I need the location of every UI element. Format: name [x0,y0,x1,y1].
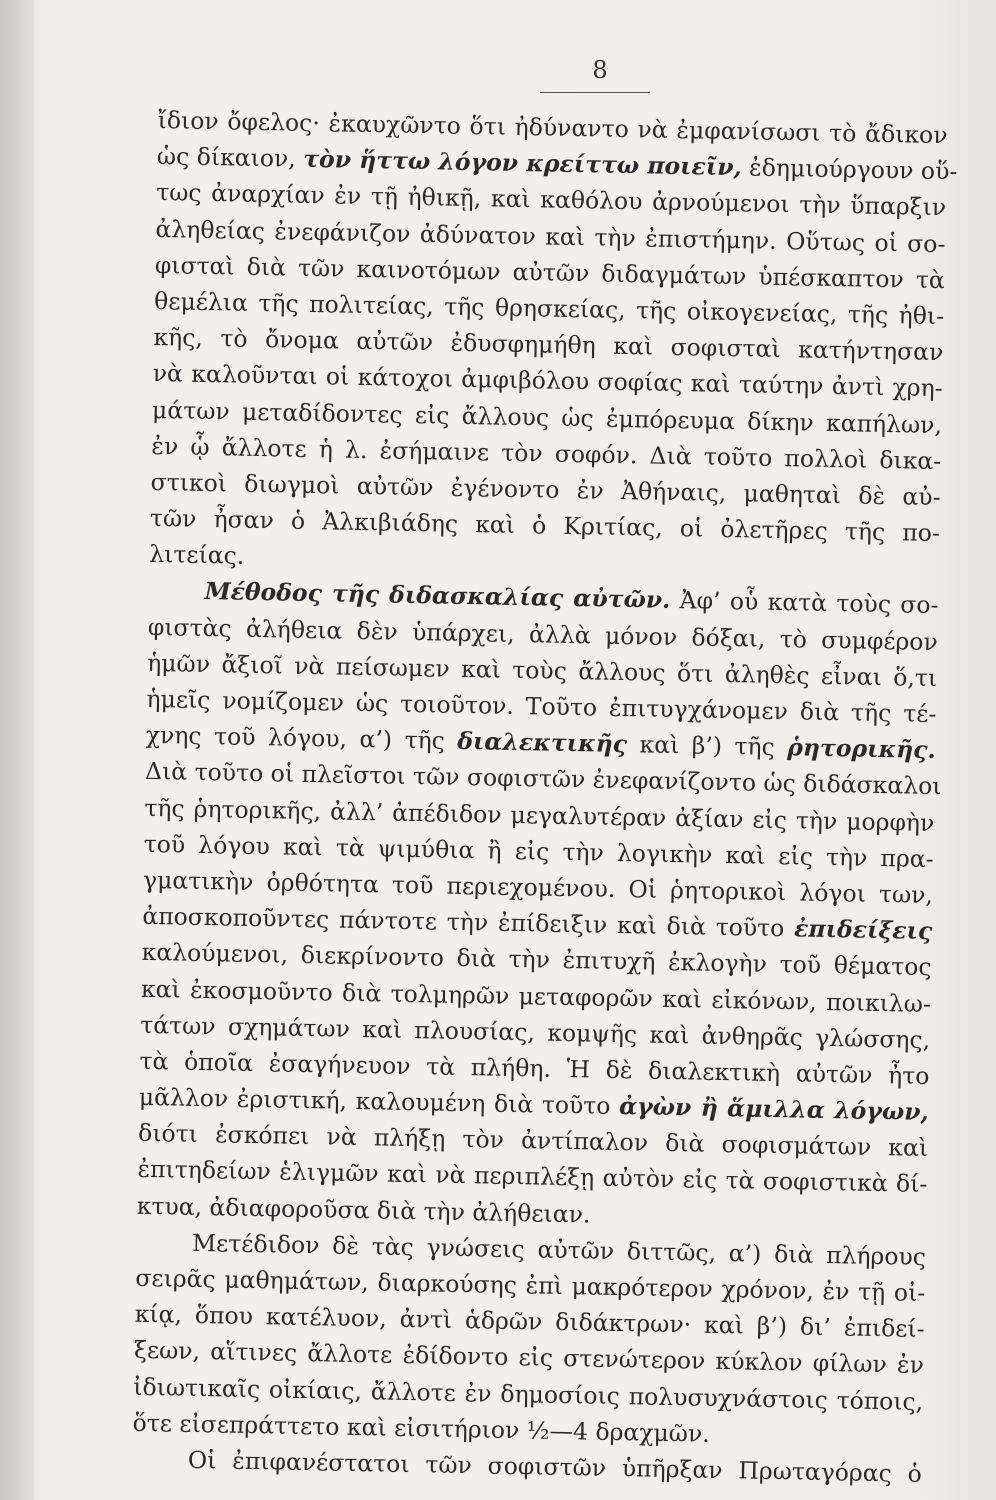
text-span: χνης τοῦ λόγου, α’) τῆς [145,721,458,756]
text-span: σειρᾶς μαθημάτων, διαρκούσης ἐπὶ μακρότερον χρόνον, ἐν τῇ οἰ- [135,1263,926,1307]
text-span: Διὰ τοῦτο οἱ πλεῖστοι τῶν σοφιστῶν ἐνεφανίζοντο ὡς διδάσκαλοι [144,757,942,801]
text-span: ὡς δίκαιον, [156,142,304,173]
emphasized-text: διαλεκτικῆς [457,727,628,759]
text-span: νὰ καλοῦνται οἱ κάτοχοι ἀμφιβόλου σοφίας καὶ ταύτην ἀντὶ χρη- [152,359,943,403]
text-span: κίᾳ, ὅπου κατέλυον, ἀντὶ ἁδρῶν διδάκτρων· καὶ β’) δι’ ἐπιδεί- [134,1299,925,1344]
text-span: φιστὰς ἀλήθεια δὲν ὑπάρχει, ἀλλὰ μόνον δόξαι, τὸ συμφέρον [147,612,939,656]
emphasized-text: τὸν ἥττω λόγον κρείττω ποιεῖν, [302,144,742,182]
text-span: ἐδημιούργουν οὕ- [741,153,958,186]
body-text [132,102,958,1492]
text-span: κῆς, τὸ ὄνομα αὐτῶν ἐδυσφημήθη καὶ σοφισταὶ κατήντησαν [153,323,944,367]
text-span: καὶ β’) τῆς [626,730,788,762]
text-span: μάτων μεταδίδοντες εἰς ἄλλους ὡς ἐμπόρευμα δίκην καπήλων, [151,395,943,439]
text-span: ὅτε εἰσεπράττετο καὶ εἰσιτήριον ½—4 δραχμῶν. [132,1408,710,1448]
emphasized-text: Μέθοδος τῆς διδασκαλίας αὐτῶν. [204,577,671,615]
text-span: λιτείας. [149,540,245,570]
text-span: τως ἀναρχίαν ἐν τῇ ἠθικῇ, καὶ καθόλου ἀρνούμενοι τὴν ὕπαρξιν [155,178,947,222]
text-span: τοῦ λόγου καὶ τὰ ψιμύθια ἢ εἰς τὴν λογικὴν καὶ εἰς τὴν πρα- [143,829,934,873]
text-span: ἡμεῖς νομίζομεν ὡς τοιοῦτον. Τοῦτο ἐπιτυγχάνομεν διὰ τῆς τέ- [146,684,937,729]
text-span: ἴδιον ὄφελος· ἐκαυχῶντο ὅτι ἠδύναντο νὰ ἐμφανίσωσι τὸ ἄδικον [157,105,948,150]
text-span: ἐπιτηδείων ἑλιγμῶν καὶ νὰ περιπλέξῃ αὐτὸν εἰς τὰ σοφιστικὰ δί- [137,1155,928,1199]
text-span: κτυα, ἀδιαφοροῦσα διὰ τὴν ἀλήθειαν. [136,1191,591,1229]
text-span: θεμέλια τῆς πολιτείας, τῆς θρησκείας, τῆς οἰκογενείας, τῆς ἠθι- [153,286,945,331]
text-span: ἀποσκοποῦντες πάντοτε τὴν ἐπίδειξιν καὶ διὰ τοῦτο [142,901,795,943]
text-span: φισταὶ διὰ τῶν καινοτόμων αὐτῶν διδαγμάτων ὑπέσκαπτον τὰ [154,250,945,294]
text-span: Οἱ ἐπιφανέστατοι τῶν σοφιστῶν ὑπῆρξαν Πρωταγόρας ὁ [187,1445,923,1488]
text-span: τὰ ὁποῖα ἐσαγήνευον τὰ πλήθη. Ἡ δὲ διαλεκτικὴ αὐτῶν ἦτο [139,1046,930,1090]
text-span: μᾶλλον ἐριστική, καλουμένη διὰ τοῦτο [138,1082,620,1121]
text-span: καὶ ἐκοσμοῦντο διὰ τολμηρῶν μεταφορῶν καὶ εἰκόνων, ποικιλω- [140,974,932,1018]
text-span: τῶν ἦσαν ὁ Ἀλκιβιάδης καὶ ὁ Κριτίας, οἱ ὀλετῆρες τῆς πο- [149,503,941,548]
text-span: τάτων σχημάτων καὶ πλουσίας, κομψῆς καὶ ἀνθηρᾶς γλώσσης, [140,1010,931,1054]
text-span: ἐν ᾧ ἄλλοτε ἡ λ. ἐσήμαινε τὸν σοφόν. Διὰ τοῦτο πολλοὶ δικα- [151,431,942,475]
text-span: καλούμενοι, διεκρίνοντο διὰ τὴν ἐπιτυχῆ ἐκλογὴν τοῦ θέματος [141,938,932,982]
page-number-rule [540,92,650,93]
text-span: στικοὶ διωγμοὶ αὐτῶν ἐγένοντο ἐν Ἀθήναις, μαθηταὶ δὲ αὐ- [150,467,941,511]
emphasized-text: ἐπιδείξεις [793,914,933,946]
emphasized-text: ἀγὼν ἢ ἅμιλλα λόγων, [618,1092,930,1127]
text-span: ξεων, αἵτινες ἄλλοτε ἐδίδοντο εἰς στενώτερον κύκλον φίλων ἐν [133,1336,925,1380]
text-span: διότι ἐσκόπει νὰ πλήξῃ τὸν ἀντίπαλον διὰ σοφισμάτων καὶ [137,1119,929,1163]
emphasized-text: ῥητορικῆς. [787,733,936,765]
page-number: 8 [592,56,608,84]
text-span: γματικὴν ὀρθότητα τοῦ περιεχομένου. Οἱ ῥητορικοὶ λόγοι των, [142,865,934,909]
text-span: ἡμῶν ἄξιοῖ νὰ πείσωμεν καὶ τοὺς ἄλλους ὅτι ἀληθὲς εἶναι ὅ,τι [146,648,938,692]
text-span: Ἀφ’ οὗ κατὰ τοὺς σο- [670,586,939,620]
text-span: τῆς ῥητορικῆς, ἀλλ’ ἀπέδιδον μεγαλυτέραν ἀξίαν εἰς τὴν μορφὴν [144,793,935,837]
binding-gutter [0,0,34,1500]
text-span: ἀληθείας ἐνεφάνιζον ἀδύνατον καὶ τὴν ἐπιστήμην. Οὕτως οἱ σο- [155,214,946,258]
text-span: Μετέδιδον δὲ τὰς γνώσεις αὐτῶν διττῶς, α’) διὰ πλήρους [191,1228,927,1271]
text-span: ἰδιωτικαῖς οἰκίαις, ἄλλοτε ἐν δημοσίοις πολυσυχνάστοις τόποις, [133,1372,924,1416]
